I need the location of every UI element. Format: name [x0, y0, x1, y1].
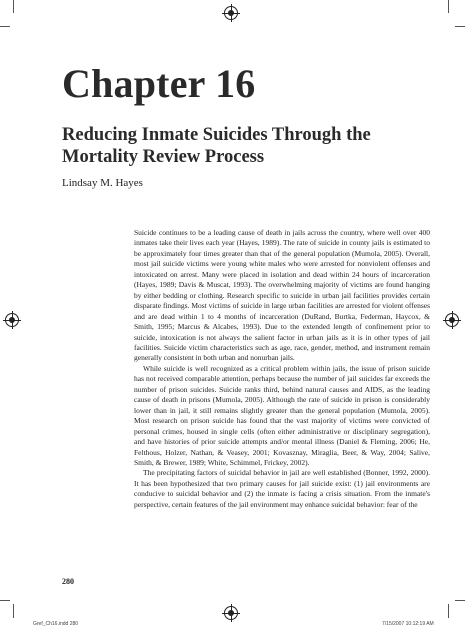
author-name: Lindsay M. Hayes	[62, 177, 143, 189]
slug-timestamp: 7/15/2007 10:12:19 AM	[382, 621, 434, 627]
slug-filename: Gref_Ch16.indd 280	[33, 621, 79, 627]
body-paragraph: Suicide continues to be a leading cause of death in jails across the country, where well over 400 inmates take their lives each year (Hayes, 1989). The rate of suicide in county jails is estimated to be approximately four times greater than that of the general population (Mumola, 2005). Overall, most jail suicide victims were young white males who were arrested for nonviolent offenses and intoxicated on arrest. Many were placed in isolation and dead within 24 hours of incarceration (Hayes, 1989; Davis & Muscat, 1993). The overwhelming majority of victims are found hanging by either bedding or clothing. Research specific to suicide in urban jail facilities provides certain disparate findings. Most victims of suicide in large urban facilities are arrested for violent offenses and are dead within 1 to 4 months of incarceration (DuRand, Burtka, Federman, Haycox, & Smith, 1995; Marcus & Alcabes, 1993). Due to the extended length of confinement prior to suicide, intoxication is not always the salient factor in urban jails as it is in other types of jail facilities. Suicide victim characteristics such as age, race, gender, method, and instrument remain generally consistent in both urban and nonurban jails.	[134, 228, 430, 363]
registration-mark-icon	[224, 6, 238, 20]
body-text	[134, 228, 430, 510]
crop-mark	[448, 0, 449, 13]
crop-mark	[13, 0, 14, 13]
chapter-title: Chapter 16	[62, 61, 256, 106]
crop-mark	[455, 600, 465, 601]
crop-mark	[0, 26, 10, 27]
registration-mark-icon	[445, 313, 459, 327]
registration-mark-icon	[5, 313, 19, 327]
chapter-subtitle: Reducing Inmate Suicides Through the Mortality Review Process	[62, 125, 371, 167]
body-paragraph: While suicide is well recognized as a critical problem within jails, the issue of prison suicide has not received comparable attention, perhaps because the number of jail suicides far exceeds the number of prison suicides. Suicide ranks third, behind natural causes and AIDS, as the leading cause of death in prisons (Mumola, 2005). Although the rate of suicide in prison is considerably lower than in jail, it still remains slightly greater than the general population (Mumola, 2005). Most research on prison suicide has found that the vast majority of victims were convicted of personal crimes, housed in single cells (often either administrative or disciplinary segregation), and have histories of prior suicide attempts and/or mental illness (Daniel & Fleming, 2006; He, Felthous, Holzer, Nathan, & Veasey, 2001; Kovasznay, Miraglia, Beer, & Way, 2004; Salive, Smith, & Brewer, 1989; White, Schimmel, Frickey, 2002).	[134, 363, 430, 467]
body-paragraph: The precipitating factors of suicidal behavior in jail are well established (Bonner, 1992, 2000). It has been hypothesized that two primary causes for jail suicide exist: (1) jail environments are conducive to suicidal behavior and (2) the inmate is facing a crisis situation. From the inmate's perspective, certain features of the jail environment may enhance suicidal behavior: fear of the	[134, 468, 430, 509]
registration-mark-icon	[224, 606, 238, 620]
crop-mark	[0, 600, 10, 601]
crop-mark	[448, 604, 449, 618]
crop-mark	[13, 604, 14, 618]
page-number: 280	[62, 577, 74, 586]
crop-mark	[455, 26, 465, 27]
